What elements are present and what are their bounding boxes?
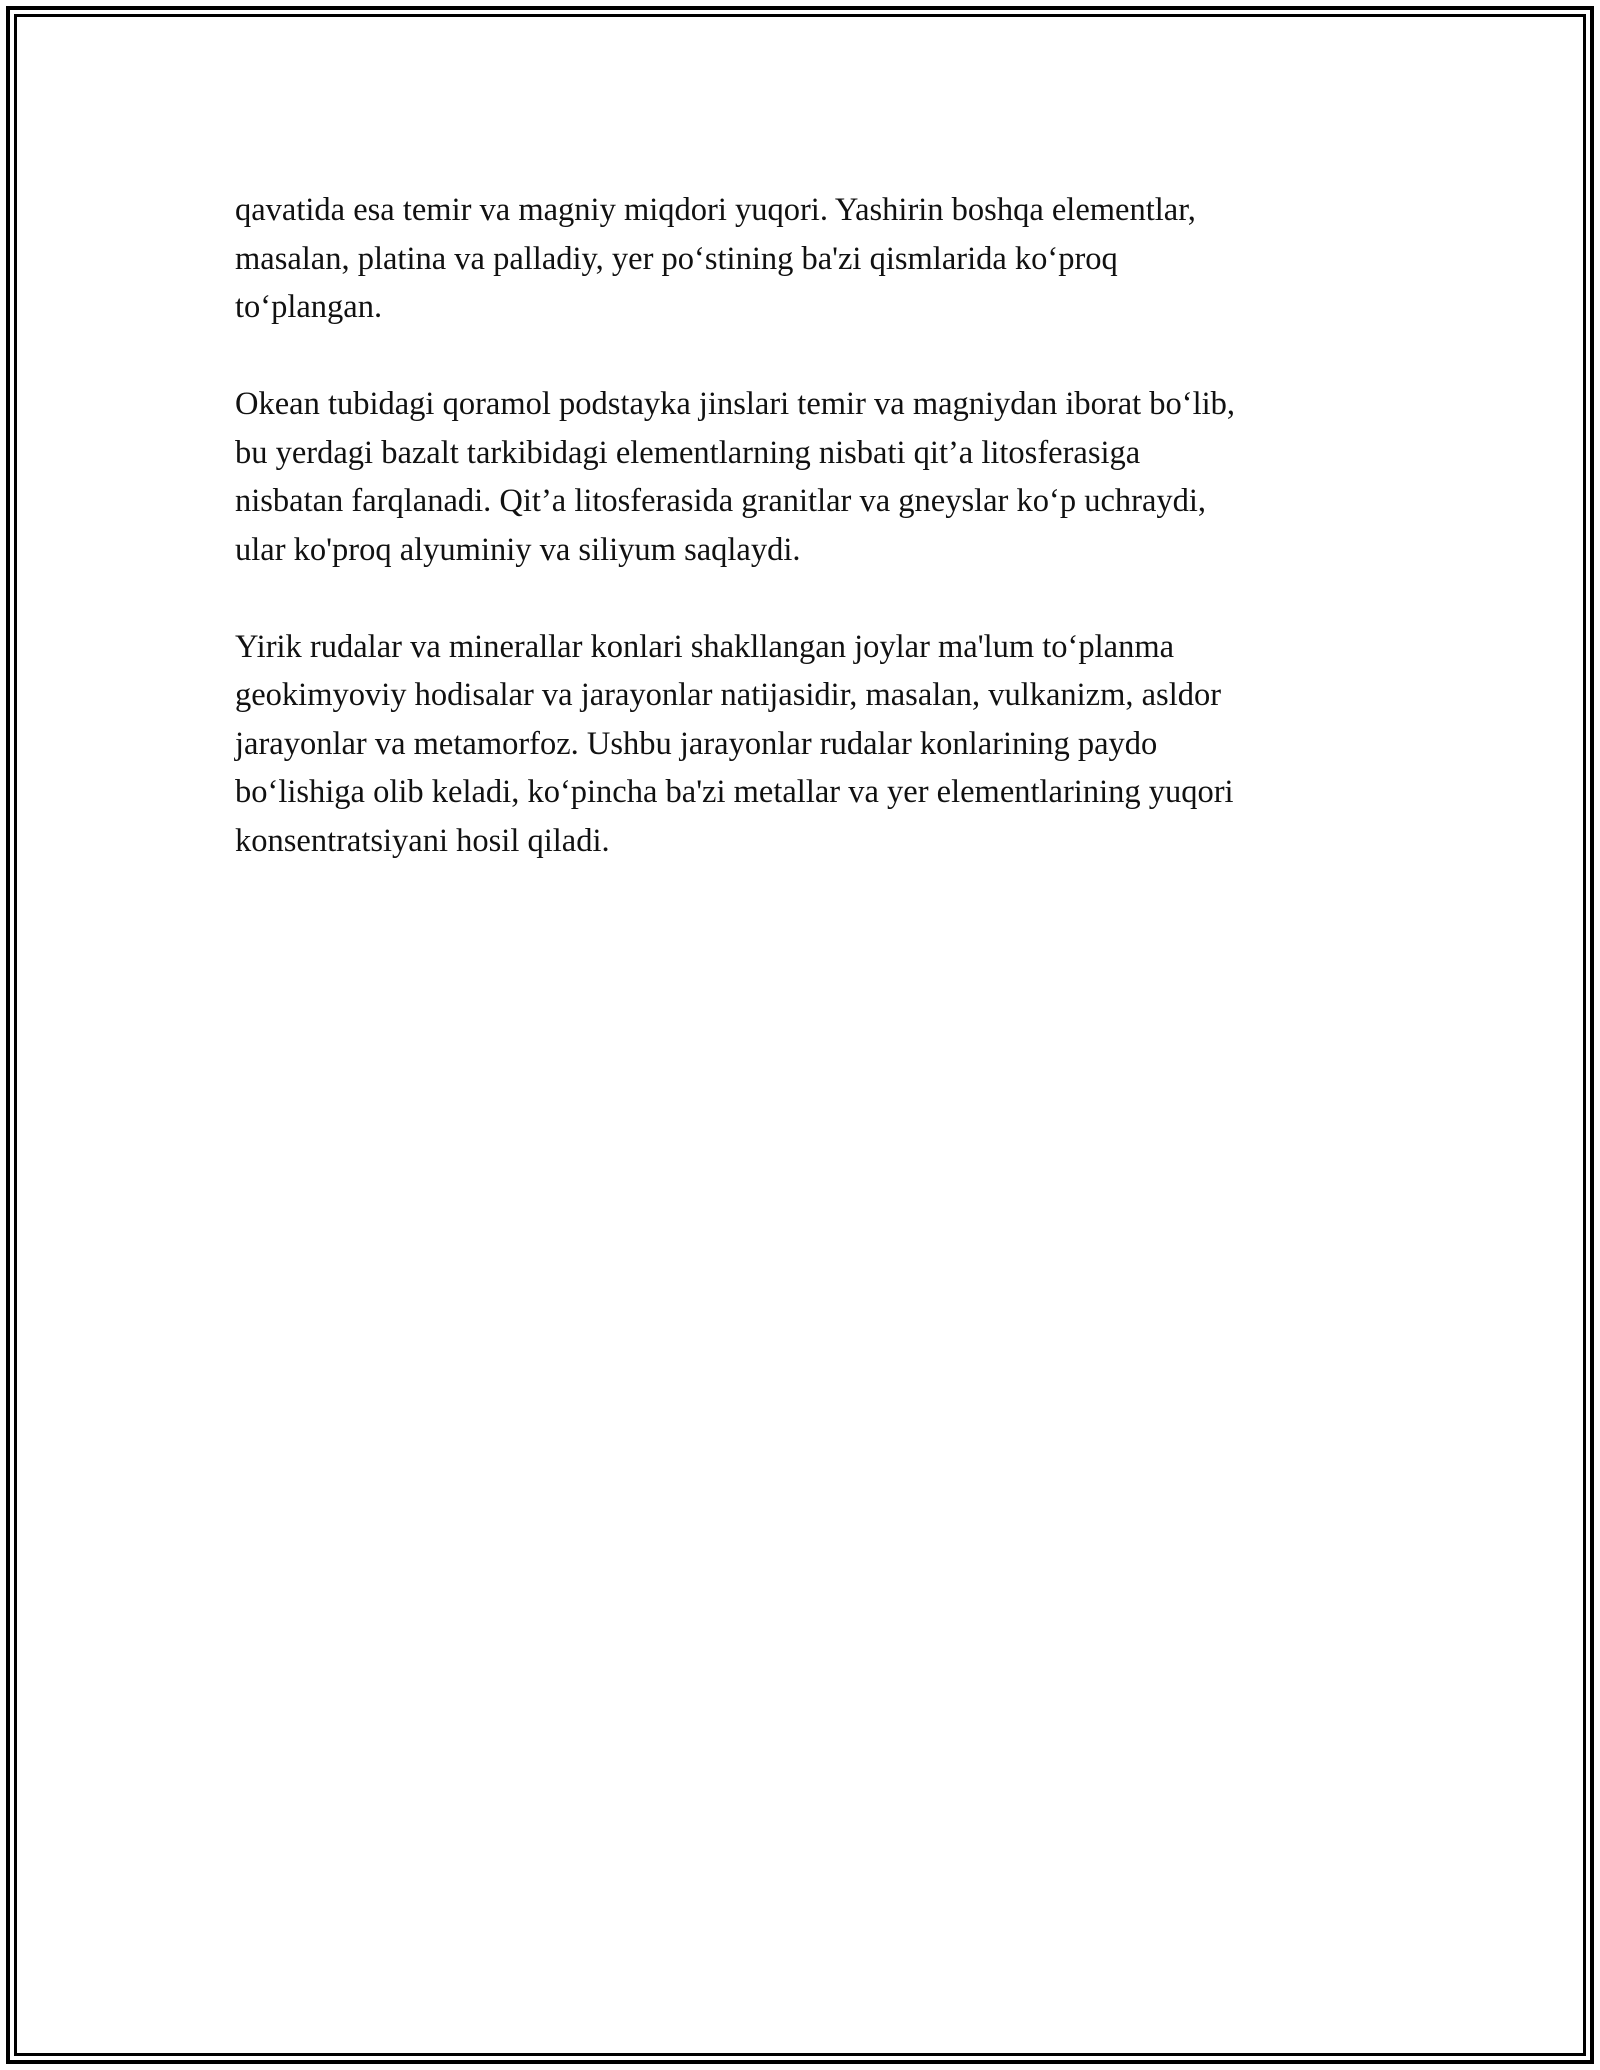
- text-line: konsentratsiyani hosil qiladi.: [235, 822, 610, 859]
- text-line: bu yerdagi bazalt tarkibidagi elementlarning nisbati qit’a litosferasiga: [235, 434, 1141, 471]
- paragraph-1: [235, 186, 1390, 332]
- text-line: Yirik rudalar va minerallar konlari shakllangan joylar ma'lum to‘planma: [235, 628, 1175, 665]
- text-line: nisbatan farqlanadi. Qit’a litosferasida granitlar va gneyslar ko‘p uchraydi,: [235, 483, 1207, 519]
- document-body: [235, 186, 1390, 914]
- paragraph-2: [235, 380, 1390, 574]
- text-line: Okean tubidagi qoramol podstayka jinslari temir va magniydan iborat bo‘lib,: [235, 386, 1236, 422]
- text-line: qavatida esa temir va magniy miqdori yuqori. Yashirin boshqa elementlar,: [235, 192, 1196, 228]
- text-line: ular ko'proq alyuminiy va siliyum saqlaydi.: [235, 531, 801, 568]
- text-line: to‘plangan.: [235, 289, 383, 325]
- paragraph-3: [235, 623, 1390, 866]
- text-line: geokimyoviy hodisalar va jarayonlar natijasidir, masalan, vulkanizm, asldor: [235, 677, 1222, 713]
- text-line: bo‘lishiga olib keladi, ko‘pincha ba'zi metallar va yer elementlarining yuqori: [235, 774, 1234, 810]
- text-line: masalan, platina va palladiy, yer po‘stining ba'zi qismlarida ko‘proq: [235, 240, 1118, 277]
- text-line: jarayonlar va metamorfoz. Ushbu jarayonlar rudalar konlarining paydo: [235, 725, 1158, 762]
